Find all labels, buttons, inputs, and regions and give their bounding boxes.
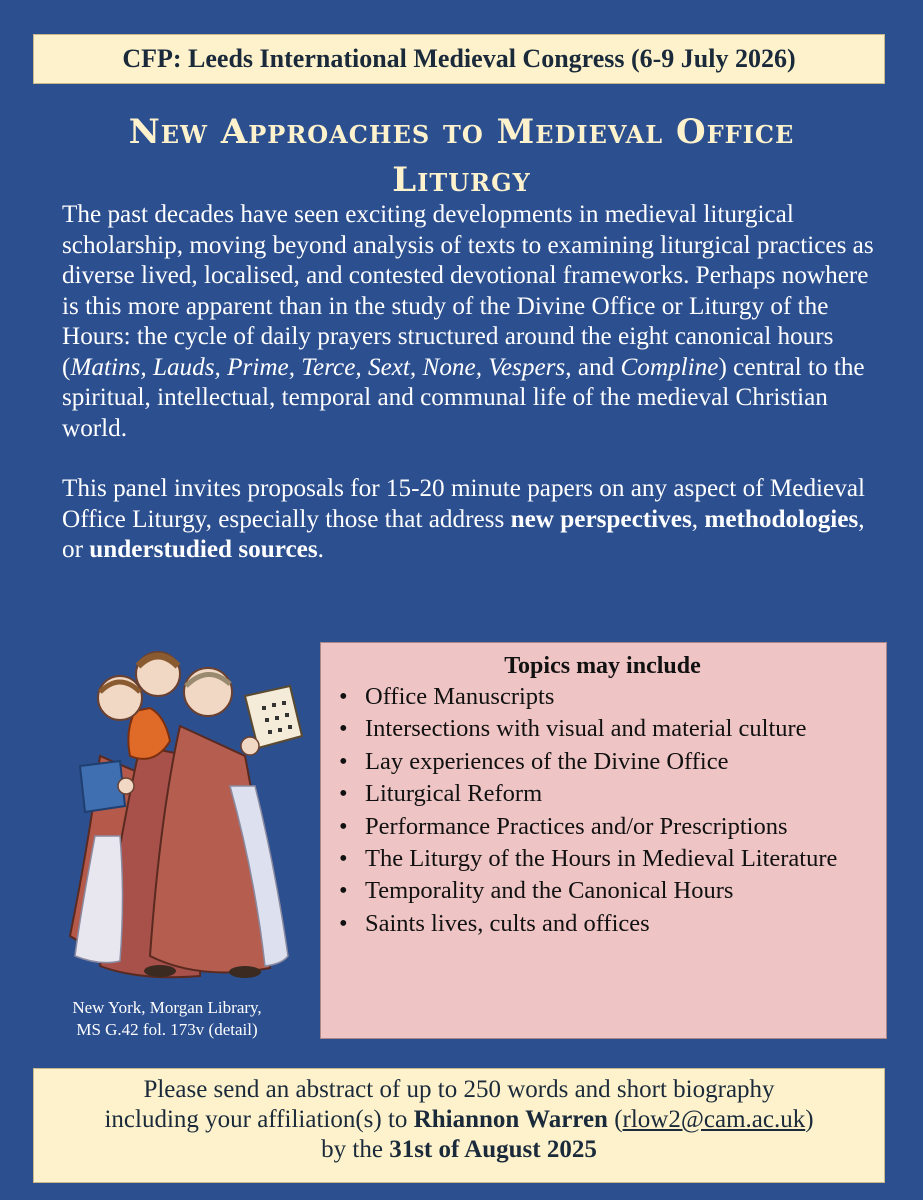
list-item: • Saints lives, cults and offices xyxy=(335,908,870,940)
footer-line-2: including your affiliation(s) to Rhiannon Warren (rlow2@cam.ac.uk) xyxy=(104,1106,814,1133)
list-item: • Performance Practices and/or Prescriptions xyxy=(335,811,870,843)
list-item: • Intersections with visual and material culture xyxy=(335,713,870,745)
header-text: CFP: Leeds International Medieval Congress (6-9 July 2026) xyxy=(122,44,796,73)
title-line-1: New Approaches to Medieval Office xyxy=(128,112,795,152)
intro-paragraph-1: The past decades have seen exciting developments in medieval liturgical scholarship, moving beyond analysis of texts to examining liturgical practices as diverse lived, localised, and contested devotional frameworks. Perhaps nowhere is this more apparent than in the study of the Divine Office or Liturgy of the Hours: the cycle of daily prayers structured around the eight canonical hours (Matins, Lauds, Prime, Terce, Sext, None, Vespers, and Compline) central to the spiritual, intellectual, temporal and communal life of the medieval Christian world. xyxy=(62,201,874,442)
topics-list xyxy=(335,681,870,940)
header-banner xyxy=(33,34,885,84)
list-item: • Lay experiences of the Divine Office xyxy=(335,746,870,778)
intro-text xyxy=(62,200,887,566)
image-caption: New York, Morgan Library, MS G.42 fol. 173v (detail) xyxy=(72,998,262,1039)
monks-image xyxy=(30,636,310,991)
topics-title: Topics may include xyxy=(504,653,701,679)
compline: Compline xyxy=(620,353,719,381)
page-title xyxy=(60,108,863,204)
footer-line-3: by the 31st of August 2025 xyxy=(321,1136,597,1163)
email-link[interactable]: rlow2@cam.ac.uk xyxy=(622,1106,806,1133)
contact-name: Rhiannon Warren xyxy=(413,1106,608,1133)
list-item: • Temporality and the Canonical Hours xyxy=(335,875,870,907)
deadline: 31st of August 2025 xyxy=(389,1136,597,1163)
footer-line-1: Please send an abstract of up to 250 words and short biography xyxy=(143,1076,775,1103)
list-item: • The Liturgy of the Hours in Medieval Literature xyxy=(335,843,870,875)
manuscript-illustration xyxy=(30,636,310,991)
title-line-2: Liturgy xyxy=(392,160,531,200)
topics-box xyxy=(320,642,887,1039)
submission-info xyxy=(33,1068,885,1183)
intro-paragraph-2: This panel invites proposals for 15-20 minute papers on any aspect of Medieval Office Liturgy, especially those that address new perspectives, methodologies, or understudied sources. xyxy=(62,475,865,563)
list-item: • Office Manuscripts xyxy=(335,681,870,713)
hours-list: Matins, Lauds, Prime, Terce, Sext, None, Vespers xyxy=(70,353,566,381)
list-item: • Liturgical Reform xyxy=(335,778,870,810)
